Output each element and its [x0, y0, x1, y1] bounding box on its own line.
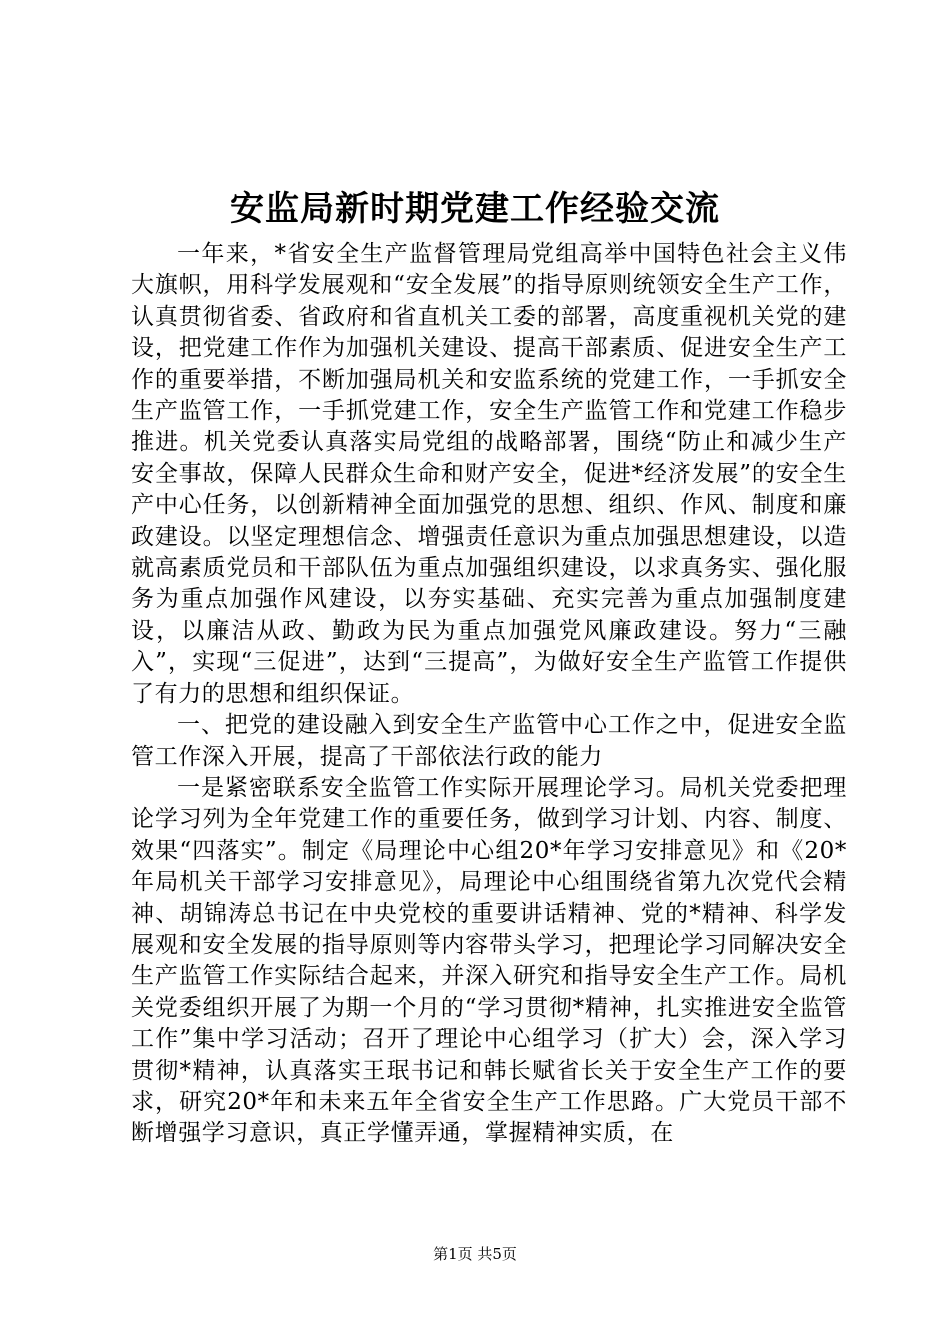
page-footer: 第1页 共5页: [433, 1245, 517, 1263]
paragraph-theory-study: 一是紧密联系安全监管工作实际开展理论学习。局机关党委把理论学习列为全年党建工作的重要任务，做到学习计划、内容、制度、效果“四落实”。制定《局理论中心组20*年学习安排意见》和《20*年局机关干部学习安排意见》，局理论中心组围绕省第九次党代会精神、胡锦涛总书记在中央党校的重要讲话精神、党的*精神、科学发展观和安全发展的指导原则等内容带头学习，把理论学习同解决安全生产监管工作实际结合起来，并深入研究和指导安全生产工作。局机关党委组织开展了为期一个月的“学习贯彻*精神，扎实推进安全监管工作”集中学习活动；召开了理论中心组学习（扩大）会，深入学习贯彻*精神，认真落实王珉书记和韩长赋省长关于安全生产工作的要求，研究20*年和未来五年全省安全生产工作思路。广大党员干部不断增强学习意识，真正学懂弄通，掌握精神实质，在: [131, 774, 847, 1147]
document-title: 安监局新时期党建工作经验交流: [230, 189, 720, 229]
document-body: [131, 239, 847, 1150]
paragraph-section-heading: 一、把党的建设融入到安全生产监管中心工作之中，促进安全监管工作深入开展，提高了干部依法行政的能力: [131, 712, 847, 770]
paragraph-intro: 一年来，*省安全生产监督管理局党组高举中国特色社会主义伟大旗帜，用科学发展观和“安全发展”的指导原则统领安全生产工作，认真贯彻省委、省政府和省直机关工委的部署，高度重视机关党的建设，把党建工作作为加强机关建设、提高干部素质、促进安全生产工作的重要举措，不断加强局机关和安监系统的党建工作，一手抓安全生产监管工作，一手抓党建工作，安全生产监管工作和党建工作稳步推进。机关党委认真落实局党组的战略部署，围绕“防止和减少生产安全事故，保障人民群众生命和财产安全，促进*经济发展”的安全生产中心任务，以创新精神全面加强党的思想、组织、作风、制度和廉政建设。以坚定理想信念、增强责任意识为重点加强思想建设，以造就高素质党员和干部队伍为重点加强组织建设，以求真务实、强化服务为重点加强作风建设，以夯实基础、充实完善为重点加强制度建设，以廉洁从政、勤政为民为重点加强党风廉政建设。努力“三融入”，实现“三促进”，达到“三提高”，为做好安全生产监管工作提供了有力的思想和组织保证。: [131, 241, 847, 707]
